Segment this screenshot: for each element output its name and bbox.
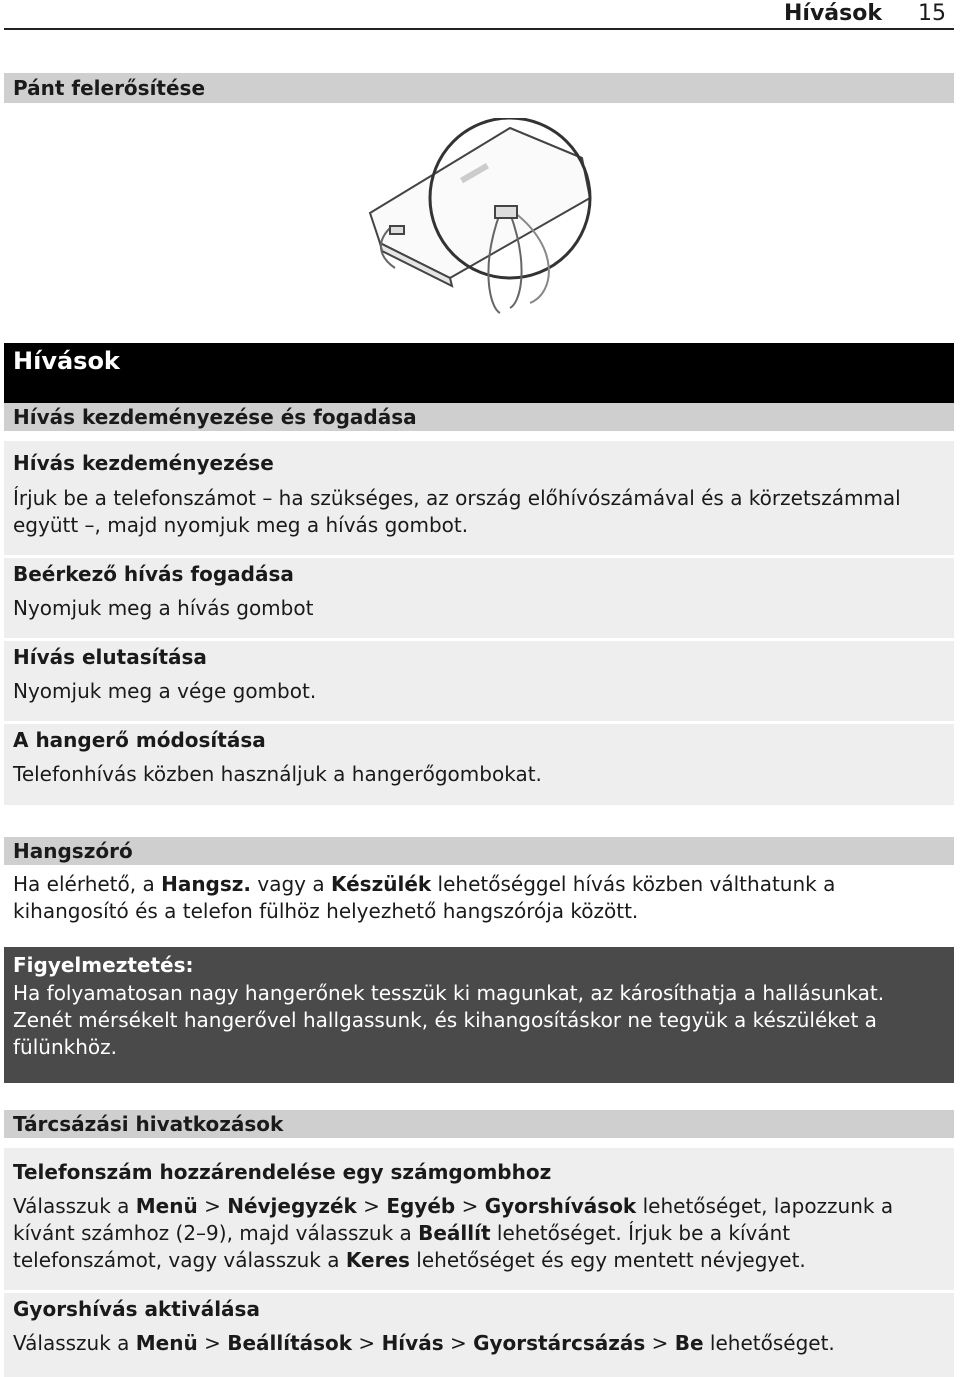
beallit-option: Beállít [418,1221,491,1245]
make-call-heading: Hívás kezdeményezése [13,451,274,475]
keres-option: Keres [345,1248,410,1272]
phone-strap-illustration [360,118,600,318]
warning-box [4,947,954,1083]
gyorstarcsazas-option: Gyorstárcsázás [473,1331,646,1355]
make-call-text-1: Írjuk be a telefonszámot – ha szükséges, az ország előhívószámával és a körzetszámmal [13,486,901,510]
small-eyelet [390,226,404,234]
shortcuts-section-title: Tárcsázási hivatkozások [4,1110,954,1138]
volume-text: Telefonhívás közben használjuk a hangerőgombokat. [13,762,542,786]
strap-section-title: Pánt felerősítése [4,73,954,103]
warning-text-2: Zenét mérsékelt hangerővel hallgassunk, és kihangosításkor ne tegyük a készüléket a [13,1008,877,1032]
be-option: Be [674,1331,704,1355]
egyeb-option: Egyéb [386,1194,456,1218]
volume-heading: A hangerő módosítása [13,728,266,752]
reject-heading: Hívás elutasítása [13,645,207,669]
speaker-text-1: Ha elérhető, a Hangsz. vagy a Készülék lehetőséggel hívás közben válthatunk a [13,872,836,896]
reject-text: Nyomjuk meg a vége gombot. [13,679,317,703]
strap-eyelet [495,206,517,218]
page-number: 15 [918,1,946,26]
gyorshivasok-option: Gyorshívások [484,1194,637,1218]
page-header [4,0,954,30]
hangsz-option: Hangsz. [161,872,252,896]
assign-text-1: Válasszuk a Menü > Névjegyzék > Egyéb > Gyorshívások lehetőséget, lapozzunk a [13,1194,894,1218]
menu-option: Menü [135,1194,198,1218]
warning-text-1: Ha folyamatosan nagy hangerőnek tesszük ki magunkat, az károsíthatja a hallásunkat. [13,981,885,1005]
answer-heading: Beérkező hívás fogadása [13,562,294,586]
keszulek-option: Készülék [330,872,432,896]
calls-section-title: Hívások [4,343,954,403]
answer-text: Nyomjuk meg a hívás gombot [13,596,314,620]
assign-text-2: kívánt számhoz (2–9), majd válasszuk a Beállít lehetőséget. Írjuk be a kívánt [13,1221,791,1245]
activate-heading: Gyorshívás aktiválása [13,1297,260,1321]
header-section-title: Hívások [784,1,882,26]
divider [4,555,954,558]
warning-text-3: fülünkhöz. [13,1035,117,1059]
activate-text: Válasszuk a Menü > Beállítások > Hívás > Gyorstárcsázás > Be lehetőséget. [13,1331,835,1355]
make-receive-title: Hívás kezdeményezése és fogadása [4,403,954,431]
speaker-text-2: kihangosító és a telefon fülhöz helyezhető hangszórója között. [13,899,639,923]
assign-heading: Telefonszám hozzárendelése egy számgombhoz [13,1160,552,1184]
divider [4,721,954,724]
speaker-section-title: Hangszóró [4,837,954,865]
warning-title: Figyelmeztetés: [13,953,194,977]
divider [4,1290,954,1293]
make-call-text-2: együtt –, majd nyomjuk meg a hívás gombot. [13,513,469,537]
nevjegyzek-option: Névjegyzék [227,1194,357,1218]
menu-option: Menü [135,1331,198,1355]
hivas-option: Hívás [381,1331,444,1355]
beallitasok-option: Beállítások [227,1331,353,1355]
assign-text-3: telefonszámot, vagy válasszuk a Keres lehetőséget és egy mentett névjegyet. [13,1248,806,1272]
divider [4,638,954,641]
